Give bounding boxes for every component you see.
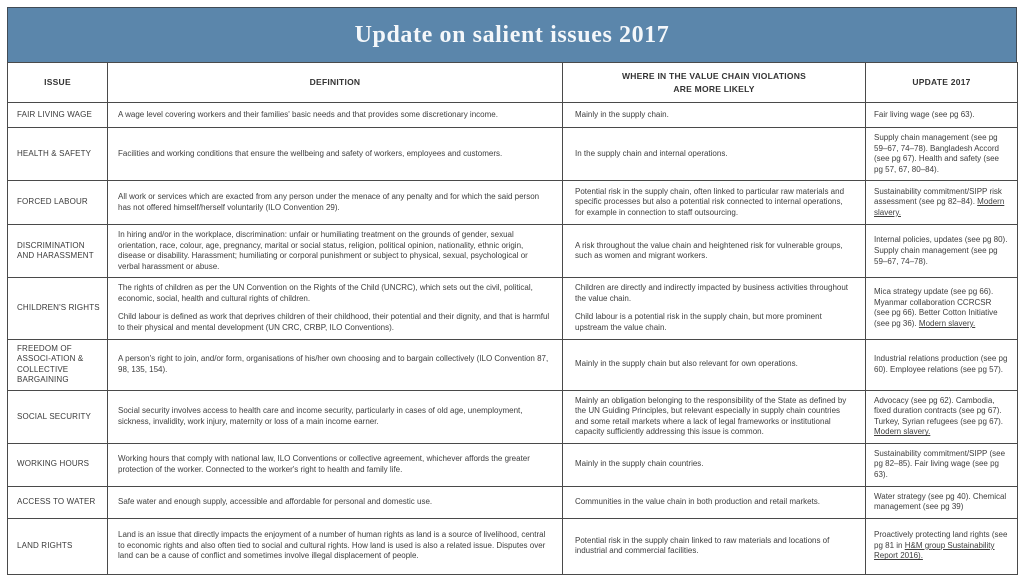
update-text: Industrial relations production (see pg 60). Employee relations (see pg 57).: [874, 354, 1008, 374]
update-cell: [866, 103, 1018, 128]
issue-cell: DISCRIMINATION AND HARASSMENT: [8, 225, 108, 278]
header-row: [8, 63, 1018, 103]
table-body: [8, 103, 1018, 575]
update-text: Supply chain management (see pg 59–67, 74–78). Bangladesh Accord (see pg 67). Health and safety (see pg 57, 67, 80–84).: [874, 133, 999, 174]
update-cell: [866, 443, 1018, 486]
value-chain-cell: Mainly in the supply chain.: [563, 103, 866, 128]
value-chain-cell: Potential risk in the supply chain linked to raw materials and locations of industrial and commercial facilities.: [563, 518, 866, 574]
issue-cell: CHILDREN'S RIGHTS: [8, 278, 108, 339]
page-title: Update on salient issues 2017: [354, 21, 670, 48]
value-chain-cell: Communities in the value chain in both production and retail markets.: [563, 486, 866, 518]
issue-cell: HEALTH & SAFETY: [8, 128, 108, 181]
table-row: [8, 339, 1018, 390]
issue-cell: SOCIAL SECURITY: [8, 390, 108, 443]
update-text: Fair living wage (see pg 63).: [874, 109, 975, 119]
definition-cell: Social security involves access to health care and income security, particularly in cases of old age, unemployment, sickness, invalidity, work injury, maternity or loss of a main income earner.: [108, 390, 563, 443]
column-header-definition: DEFINITION: [108, 63, 563, 103]
issue-cell: WORKING HOURS: [8, 443, 108, 486]
update-cell: [866, 128, 1018, 181]
table-row: [8, 390, 1018, 443]
definition-cell: All work or services which are exacted from any person under the menace of any penalty and for which the said person has not offered himself/herself voluntarily (ILO Convention 29).: [108, 181, 563, 225]
definition-cell: A wage level covering workers and their families' basic needs and that provides some discretionary income.: [108, 103, 563, 128]
inline-link[interactable]: H&M group Sustainability Report 2016).: [874, 540, 995, 561]
table-row: [8, 128, 1018, 181]
update-cell: [866, 518, 1018, 574]
inline-link[interactable]: Modern slavery.: [874, 197, 1005, 217]
update-cell: [866, 278, 1018, 339]
issue-cell: FREEDOM OF ASSOCI-ATION & COLLECTIVE BARGAINING: [8, 339, 108, 390]
value-chain-cell: Potential risk in the supply chain, often linked to particular raw materials and specific processes but also a potential risk connected to internal operations, for example in connection to staff outsourcing.: [563, 181, 866, 225]
banner: [7, 7, 1017, 63]
update-cell: [866, 339, 1018, 390]
table-row: [8, 225, 1018, 278]
table-row: [8, 443, 1018, 486]
update-cell: [866, 181, 1018, 225]
update-cell: [866, 225, 1018, 278]
issue-cell: LAND RIGHTS: [8, 518, 108, 574]
column-header-update_2017: UPDATE 2017: [866, 63, 1018, 103]
issue-cell: FAIR LIVING WAGE: [8, 103, 108, 128]
definition-cell: Safe water and enough supply, accessible and affordable for personal and domestic use.: [108, 486, 563, 518]
value-chain-cell: Mainly an obligation belonging to the responsibility of the State as defined by the UN Guiding Principles, but relevant especially in supply chain countries and some retail markets where a lack of legal frameworks or institutional capacity sufficiently addressing this issue is common.: [563, 390, 866, 443]
update-cell: [866, 486, 1018, 518]
issue-cell: ACCESS TO WATER: [8, 486, 108, 518]
inline-link[interactable]: Modern slavery.: [874, 427, 931, 437]
column-header-value_chain: WHERE IN THE VALUE CHAIN VIOLATIONS ARE MORE LIKELY: [563, 63, 866, 103]
value-chain-cell: Mainly in the supply chain but also relevant for own operations.: [563, 339, 866, 390]
value-chain-cell: A risk throughout the value chain and heightened risk for vulnerable groups, such as women and migrant workers.: [563, 225, 866, 278]
update-text: Mica strategy update (see pg 66). Myanmar collaboration CCRCSR (see pg 66). Better Cotton Initiative (see pg 36).: [874, 287, 998, 329]
definition-cell: The rights of children as per the UN Convention on the Rights of the Child (UNCRC), which sets out the civil, political, economic, social, health and cultural rights of children. Child labour is defined as work that deprives children of their childhood, their potential and their dignity, and that is harmful to their physical and mental development (UN CRC, CRBP, ILO Conventions).: [108, 278, 563, 339]
table-row: [8, 486, 1018, 518]
inline-link[interactable]: Modern slavery.: [918, 319, 976, 329]
table-row: [8, 518, 1018, 574]
table-row: [8, 181, 1018, 225]
value-chain-cell: Children are directly and indirectly impacted by business activities throughout the value chain. Child labour is a potential risk in the supply chain, but more prominent upstream the value chain.: [563, 278, 866, 339]
definition-cell: Facilities and working conditions that ensure the wellbeing and safety of workers, employees and customers.: [108, 128, 563, 181]
update-text: Proactively protecting land rights (see pg 81 in: [874, 530, 1008, 550]
column-header-issue: ISSUE: [8, 63, 108, 103]
definition-cell: In hiring and/or in the workplace, discrimination: unfair or humiliating treatment on the grounds of gender, sexual orientation, race, colour, age, pregnancy, marital or social status, religion, political opinion, nationality, ethnic origin, disease or disability. Harassment; humiliating or corporal punishment or subject to physical, sexual, psychological or verbal harassment or abuse.: [108, 225, 563, 278]
definition-cell: A person's right to join, and/or form, organisations of his/her own choosing and to bargain collectively (ILO Convention 87, 98, 135, 154).: [108, 339, 563, 390]
update-cell: [866, 390, 1018, 443]
table-row: [8, 278, 1018, 339]
table-row: [8, 103, 1018, 128]
definition-cell: Land is an issue that directly impacts the enjoyment of a number of human rights as land is a source of livelihood, central to economic rights and also often tied to social and cultural rights. How land is used is also a related issue. Disputes over land can be a cause of conflict and sometimes involve illegal displacement of people.: [108, 518, 563, 574]
update-text: Sustainability commitment/SIPP risk assessment (see pg 82–84).: [874, 186, 1002, 207]
update-text: Water strategy (see pg 40). Chemical management (see pg 39): [874, 491, 1007, 512]
value-chain-cell: In the supply chain and internal operations.: [563, 128, 866, 181]
update-text: Advocacy (see pg 62). Cambodia, fixed duration contracts (see pg 67). Turkey, Syrian refugees (see pg 67).: [874, 395, 1003, 426]
salient-issues-table: [7, 62, 1018, 575]
update-text: Internal policies, updates (see pg 80). Supply chain management (see pg 59–67, 74–78).: [874, 235, 1008, 266]
update-text: Sustainability commitment/SIPP (see pg 82–85). Fair living wage (see pg 63).: [874, 448, 1006, 480]
issue-cell: FORCED LABOUR: [8, 181, 108, 225]
definition-cell: Working hours that comply with national law, ILO Conventions or collective agreement, whichever affords the greater protection of the worker. Connected to the worker's right to health and family life.: [108, 443, 563, 486]
value-chain-cell: Mainly in the supply chain countries.: [563, 443, 866, 486]
